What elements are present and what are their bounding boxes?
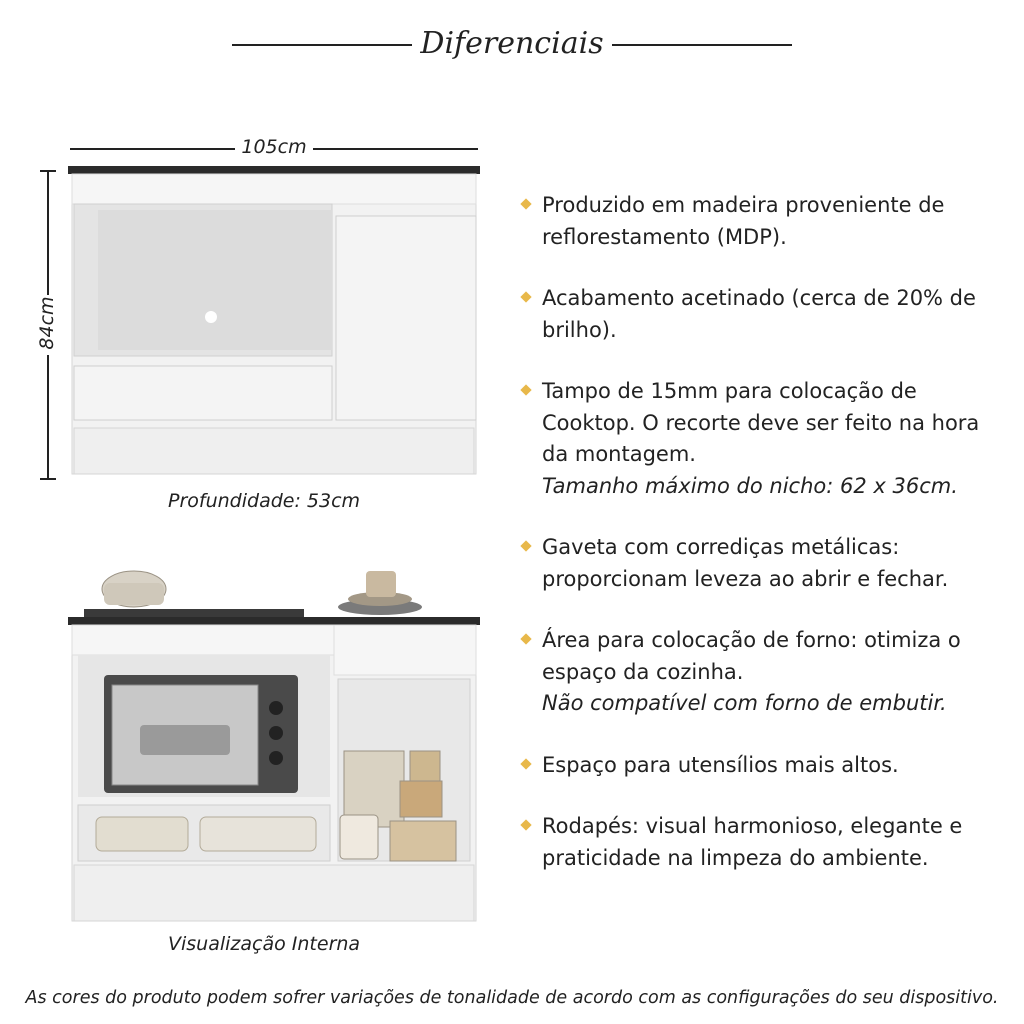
feature-note: Tamanho máximo do nicho: 62 x 36cm. [542, 473, 958, 498]
feature-item [520, 625, 1000, 720]
feature-text: Produzido em madeira proveniente de reflorestamento (MDP). [542, 193, 945, 249]
cups [366, 571, 396, 597]
feature-item [520, 283, 1000, 346]
feature-note: Não compatível com forno de embutir. [542, 691, 947, 715]
diamond-bullet-icon [520, 633, 531, 644]
oven-niche-back [98, 210, 332, 350]
diamond-bullet-icon [520, 291, 531, 302]
storage-jar-medium [400, 781, 442, 817]
feature-text: Espaço para utensílios mais altos. [542, 752, 899, 777]
countertop [68, 617, 480, 625]
storage-jar-cookies [390, 821, 456, 861]
diamond-bullet-icon [520, 819, 531, 830]
height-dimension-line-top [47, 170, 49, 295]
diamond-bullet-icon [520, 198, 531, 209]
plinth [74, 865, 474, 921]
countertop [68, 166, 480, 174]
diamond-bullet-icon [520, 758, 531, 769]
depth-caption: Profundidade: 53cm [168, 490, 361, 512]
page-title-row [0, 26, 1024, 61]
cooktop-icon [84, 609, 304, 617]
feature-item [520, 750, 1000, 782]
cabinet-interior-illustration [68, 565, 480, 925]
title-rule-left [232, 44, 412, 46]
feature-text: Tampo de 15mm para colocação de Cooktop. O recorte deve ser feito na hora da montagem. [542, 379, 980, 466]
plinth [74, 428, 474, 474]
cabinet-top-rail [72, 174, 476, 204]
feature-item [520, 190, 1000, 253]
feature-text: Gaveta com corrediças metálicas: proporcionam leveza ao abrir e fechar. [542, 535, 949, 591]
cups-stack [340, 815, 378, 859]
oven-tray [140, 725, 230, 755]
cabinet-front-illustration [68, 166, 480, 478]
towels-right [200, 817, 316, 851]
cabinet-top-rail [72, 625, 334, 655]
diamond-bullet-icon [520, 540, 531, 551]
cable-hole [205, 311, 217, 323]
storage-jar-small [410, 751, 440, 781]
interior-caption: Visualização Interna [168, 933, 361, 955]
feature-item [520, 376, 1000, 502]
height-dimension [30, 170, 64, 480]
width-dimension [70, 136, 478, 162]
feature-text: Área para colocação de forno: otimiza o espaço da cozinha. [542, 628, 961, 684]
door-front [336, 216, 476, 420]
title-rule-right [612, 44, 792, 46]
height-cap-top [40, 170, 56, 172]
oven-knob-bottom [269, 751, 283, 765]
width-label: 105cm [235, 136, 312, 158]
diamond-bullet-icon [520, 384, 531, 395]
feature-item [520, 532, 1000, 595]
towels-left [96, 817, 188, 851]
door-top-panel [334, 625, 476, 675]
feature-text: Rodapés: visual harmonioso, elegante e praticidade na limpeza do ambiente. [542, 814, 963, 870]
height-label: 84cm [36, 296, 58, 350]
height-dimension-line-bottom [47, 355, 49, 480]
oven-knob-middle [269, 726, 283, 740]
feature-text: Acabamento acetinado (cerca de 20% de brilho). [542, 286, 976, 342]
disclaimer: As cores do produto podem sofrer variações de tonalidade de acordo com as configurações do seu dispositivo. [25, 988, 999, 1008]
drawer-front [74, 366, 332, 420]
features-list [520, 190, 1000, 904]
page-title: Diferenciais [420, 26, 604, 61]
feature-item [520, 811, 1000, 874]
oven-knob-top [269, 701, 283, 715]
height-cap-bottom [40, 478, 56, 480]
pot-body [104, 583, 164, 605]
